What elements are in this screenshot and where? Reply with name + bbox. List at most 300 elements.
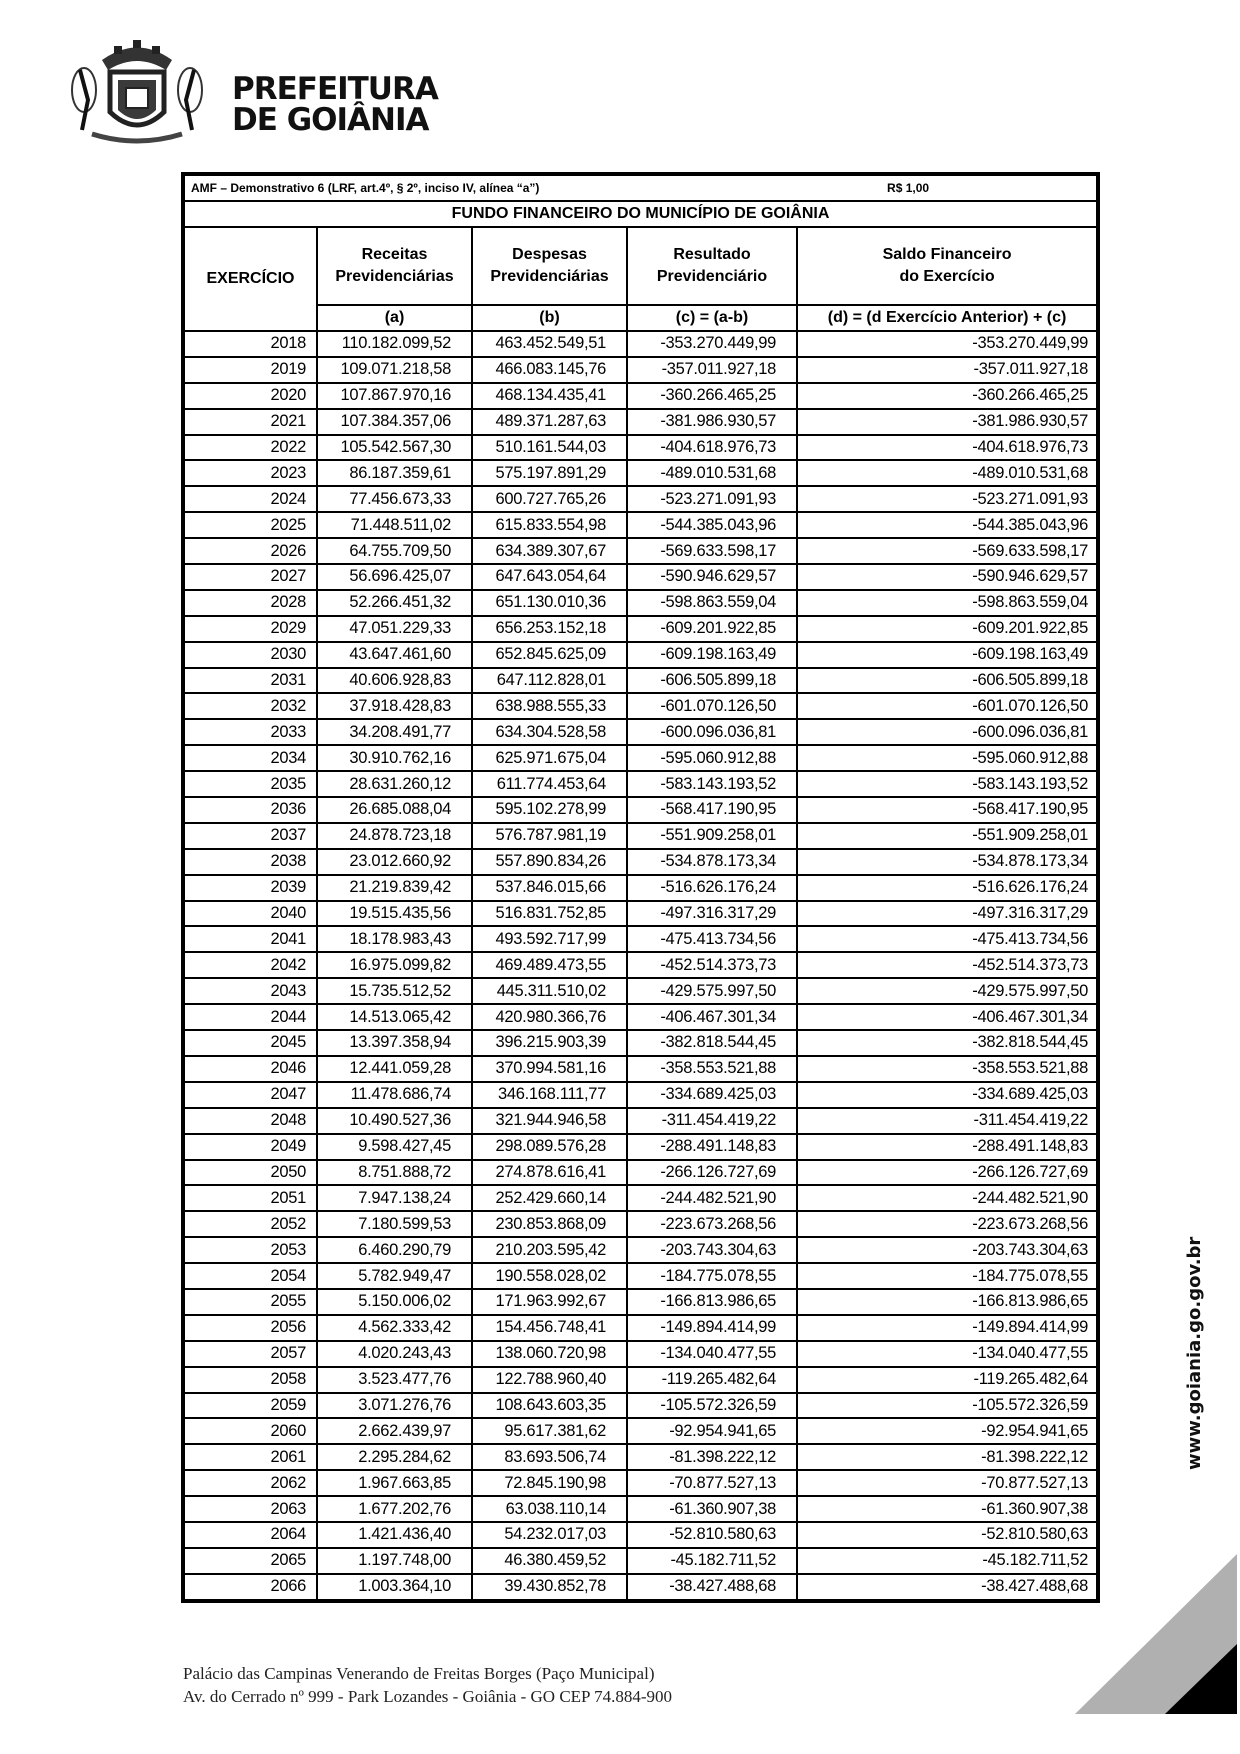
cell-resultado: -70.877.527,13 (627, 1470, 797, 1496)
cell-resultado: -406.467.301,34 (627, 1004, 797, 1030)
cell-receitas: 7.180.599,53 (317, 1211, 472, 1237)
cell-exercicio: 2034 (184, 745, 317, 771)
cell-exercicio: 2049 (184, 1134, 317, 1160)
table-row (184, 978, 1097, 1004)
cell-exercicio: 2048 (184, 1108, 317, 1134)
cell-despesas: 652.845.625,09 (472, 642, 627, 668)
cell-exercicio: 2039 (184, 875, 317, 901)
cell-resultado: -544.385.043,96 (627, 512, 797, 538)
table-row (184, 383, 1097, 409)
cell-exercicio: 2029 (184, 616, 317, 642)
cell-despesas: 634.389.307,67 (472, 538, 627, 564)
cell-exercicio: 2058 (184, 1367, 317, 1393)
cell-receitas: 13.397.358,94 (317, 1030, 472, 1056)
cell-exercicio: 2018 (184, 331, 317, 357)
table-row (184, 486, 1097, 512)
cell-receitas: 30.910.762,16 (317, 745, 472, 771)
cell-exercicio: 2026 (184, 538, 317, 564)
col-header-receitas (317, 227, 472, 305)
table-row (184, 1548, 1097, 1574)
cell-despesas: 54.232.017,03 (472, 1522, 627, 1548)
formula-c: (c) = (a-b) (627, 305, 797, 331)
cell-resultado: -358.553.521,88 (627, 1056, 797, 1082)
cell-despesas: 230.853.868,09 (472, 1211, 627, 1237)
cell-receitas: 11.478.686,74 (317, 1082, 472, 1108)
cell-resultado: -429.575.997,50 (627, 978, 797, 1004)
cell-saldo: -244.482.521,90 (797, 1185, 1097, 1211)
cell-exercicio: 2065 (184, 1548, 317, 1574)
cell-receitas: 21.219.839,42 (317, 875, 472, 901)
cell-saldo: -569.633.598,17 (797, 538, 1097, 564)
table-row (184, 797, 1097, 823)
cell-exercicio: 2036 (184, 797, 317, 823)
cell-resultado: -166.813.986,65 (627, 1289, 797, 1315)
cell-receitas: 52.266.451,32 (317, 590, 472, 616)
cell-resultado: -489.010.531,68 (627, 460, 797, 486)
cell-despesas: 274.878.616,41 (472, 1160, 627, 1186)
cell-resultado: -223.673.268,56 (627, 1211, 797, 1237)
cell-saldo: -334.689.425,03 (797, 1082, 1097, 1108)
col-header-despesas (472, 227, 627, 305)
cell-receitas: 28.631.260,12 (317, 771, 472, 797)
cell-despesas: 72.845.190,98 (472, 1470, 627, 1496)
cell-despesas: 463.452.549,51 (472, 331, 627, 357)
cell-saldo: -70.877.527,13 (797, 1470, 1097, 1496)
table-row (184, 926, 1097, 952)
table-row (184, 435, 1097, 461)
cell-receitas: 47.051.229,33 (317, 616, 472, 642)
cell-receitas: 37.918.428,83 (317, 693, 472, 719)
cell-saldo: -360.266.465,25 (797, 383, 1097, 409)
cell-saldo: -600.096.036,81 (797, 719, 1097, 745)
cell-despesas: 370.994.581,16 (472, 1056, 627, 1082)
cell-resultado: -475.413.734,56 (627, 926, 797, 952)
cell-saldo: -81.398.222,12 (797, 1444, 1097, 1470)
cell-resultado: -266.126.727,69 (627, 1160, 797, 1186)
table-row (184, 849, 1097, 875)
brand-name (232, 71, 438, 138)
cell-saldo: -489.010.531,68 (797, 460, 1097, 486)
cell-receitas: 40.606.928,83 (317, 668, 472, 694)
cell-despesas: 576.787.981,19 (472, 823, 627, 849)
cell-receitas: 14.513.065,42 (317, 1004, 472, 1030)
brand-line-1: PREFEITURA (232, 71, 438, 107)
cell-despesas: 493.592.717,99 (472, 926, 627, 952)
cell-exercicio: 2019 (184, 357, 317, 383)
cell-exercicio: 2025 (184, 512, 317, 538)
cell-resultado: -568.417.190,95 (627, 797, 797, 823)
table-row (184, 668, 1097, 694)
cell-despesas: 95.617.381,62 (472, 1418, 627, 1444)
table-row (184, 409, 1097, 435)
table-row (184, 771, 1097, 797)
cell-despesas: 466.083.145,76 (472, 357, 627, 383)
cell-resultado: -357.011.927,18 (627, 357, 797, 383)
cell-saldo: -134.040.477,55 (797, 1341, 1097, 1367)
table-row (184, 1418, 1097, 1444)
cell-saldo: -311.454.419,22 (797, 1108, 1097, 1134)
table-row (184, 1496, 1097, 1522)
table-row (184, 719, 1097, 745)
cell-saldo: -544.385.043,96 (797, 512, 1097, 538)
fundo-financeiro-table (181, 172, 1100, 1603)
cell-despesas: 600.727.765,26 (472, 486, 627, 512)
cell-exercicio: 2023 (184, 460, 317, 486)
cell-resultado: -92.954.941,65 (627, 1418, 797, 1444)
cell-receitas: 24.878.723,18 (317, 823, 472, 849)
cell-exercicio: 2064 (184, 1522, 317, 1548)
col-header-line: Resultado (673, 246, 751, 263)
table-row (184, 538, 1097, 564)
table-row (184, 1393, 1097, 1419)
website-url: www.goiania.go.gov.br (1184, 1236, 1205, 1470)
cell-resultado: -551.909.258,01 (627, 823, 797, 849)
cell-exercicio: 2053 (184, 1237, 317, 1263)
cell-despesas: 445.311.510,02 (472, 978, 627, 1004)
table-row (184, 1185, 1097, 1211)
cell-receitas: 105.542.567,30 (317, 435, 472, 461)
cell-despesas: 252.429.660,14 (472, 1185, 627, 1211)
cell-despesas: 46.380.459,52 (472, 1548, 627, 1574)
cell-resultado: -516.626.176,24 (627, 875, 797, 901)
cell-despesas: 510.161.544,03 (472, 435, 627, 461)
cell-resultado: -105.572.326,59 (627, 1393, 797, 1419)
cell-saldo: -203.743.304,63 (797, 1237, 1097, 1263)
cell-despesas: 346.168.111,77 (472, 1082, 627, 1108)
cell-receitas: 23.012.660,92 (317, 849, 472, 875)
cell-despesas: 468.134.435,41 (472, 383, 627, 409)
cell-exercicio: 2057 (184, 1341, 317, 1367)
table-row (184, 952, 1097, 978)
cell-resultado: -452.514.373,73 (627, 952, 797, 978)
table-row (184, 1263, 1097, 1289)
table-row (184, 1574, 1097, 1600)
cell-exercicio: 2059 (184, 1393, 317, 1419)
cell-resultado: -569.633.598,17 (627, 538, 797, 564)
cell-receitas: 19.515.435,56 (317, 901, 472, 927)
cell-saldo: -266.126.727,69 (797, 1160, 1097, 1186)
col-header-line: Previdenciárias (490, 268, 609, 285)
cell-resultado: -534.878.173,34 (627, 849, 797, 875)
table-row (184, 875, 1097, 901)
cell-resultado: -598.863.559,04 (627, 590, 797, 616)
cell-despesas: 63.038.110,14 (472, 1496, 627, 1522)
cell-despesas: 39.430.852,78 (472, 1574, 627, 1600)
cell-saldo: -223.673.268,56 (797, 1211, 1097, 1237)
cell-saldo: -534.878.173,34 (797, 849, 1097, 875)
formula-b: (b) (472, 305, 627, 331)
cell-despesas: 489.371.287,63 (472, 409, 627, 435)
col-header-line: Saldo Financeiro (882, 246, 1012, 263)
table-row (184, 616, 1097, 642)
cell-exercicio: 2063 (184, 1496, 317, 1522)
cell-saldo: -381.986.930,57 (797, 409, 1097, 435)
table-row (184, 642, 1097, 668)
cell-receitas: 2.295.284,62 (317, 1444, 472, 1470)
cell-despesas: 557.890.834,26 (472, 849, 627, 875)
cell-exercicio: 2062 (184, 1470, 317, 1496)
cell-saldo: -609.201.922,85 (797, 616, 1097, 642)
cell-saldo: -353.270.449,99 (797, 331, 1097, 357)
cell-despesas: 611.774.453,64 (472, 771, 627, 797)
cell-receitas: 1.197.748,00 (317, 1548, 472, 1574)
cell-despesas: 154.456.748,41 (472, 1315, 627, 1341)
table-row (184, 1030, 1097, 1056)
cell-saldo: -382.818.544,45 (797, 1030, 1097, 1056)
cell-resultado: -609.201.922,85 (627, 616, 797, 642)
cell-exercicio: 2030 (184, 642, 317, 668)
cell-exercicio: 2031 (184, 668, 317, 694)
cell-exercicio: 2043 (184, 978, 317, 1004)
cell-saldo: -601.070.126,50 (797, 693, 1097, 719)
cell-exercicio: 2037 (184, 823, 317, 849)
cell-receitas: 12.441.059,28 (317, 1056, 472, 1082)
table-row (184, 745, 1097, 771)
cell-despesas: 537.846.015,66 (472, 875, 627, 901)
col-header-saldo (797, 227, 1097, 305)
table-row (184, 823, 1097, 849)
cell-resultado: -81.398.222,12 (627, 1444, 797, 1470)
cell-receitas: 26.685.088,04 (317, 797, 472, 823)
cell-resultado: -523.271.091,93 (627, 486, 797, 512)
cell-receitas: 5.782.949,47 (317, 1263, 472, 1289)
cell-resultado: -595.060.912,88 (627, 745, 797, 771)
table-row (184, 460, 1097, 486)
cell-exercicio: 2054 (184, 1263, 317, 1289)
cell-resultado: -606.505.899,18 (627, 668, 797, 694)
cell-exercicio: 2022 (184, 435, 317, 461)
cell-resultado: -61.360.907,38 (627, 1496, 797, 1522)
cell-saldo: -595.060.912,88 (797, 745, 1097, 771)
table-row (184, 1341, 1097, 1367)
table-row (184, 331, 1097, 357)
cell-receitas: 15.735.512,52 (317, 978, 472, 1004)
cell-saldo: -452.514.373,73 (797, 952, 1097, 978)
cell-resultado: -609.198.163,49 (627, 642, 797, 668)
cell-receitas: 1.421.436,40 (317, 1522, 472, 1548)
cell-saldo: -166.813.986,65 (797, 1289, 1097, 1315)
cell-receitas: 7.947.138,24 (317, 1185, 472, 1211)
cell-receitas: 109.071.218,58 (317, 357, 472, 383)
cell-exercicio: 2028 (184, 590, 317, 616)
formula-d: (d) = (d Exercício Anterior) + (c) (797, 305, 1097, 331)
cell-resultado: -583.143.193,52 (627, 771, 797, 797)
cell-saldo: -92.954.941,65 (797, 1418, 1097, 1444)
cell-saldo: -119.265.482,64 (797, 1367, 1097, 1393)
cell-receitas: 1.677.202,76 (317, 1496, 472, 1522)
cell-despesas: 575.197.891,29 (472, 460, 627, 486)
cell-saldo: -52.810.580,63 (797, 1522, 1097, 1548)
cell-exercicio: 2066 (184, 1574, 317, 1600)
cell-resultado: -497.316.317,29 (627, 901, 797, 927)
table-row (184, 1289, 1097, 1315)
table-row (184, 564, 1097, 590)
table-row (184, 693, 1097, 719)
cell-receitas: 16.975.099,82 (317, 952, 472, 978)
table-row (184, 1160, 1097, 1186)
table-row (184, 901, 1097, 927)
footer-address (183, 1662, 672, 1708)
cell-saldo: -568.417.190,95 (797, 797, 1097, 823)
cell-despesas: 298.089.576,28 (472, 1134, 627, 1160)
cell-receitas: 107.384.357,06 (317, 409, 472, 435)
cell-resultado: -184.775.078,55 (627, 1263, 797, 1289)
cell-resultado: -601.070.126,50 (627, 693, 797, 719)
cell-receitas: 86.187.359,61 (317, 460, 472, 486)
cell-receitas: 18.178.983,43 (317, 926, 472, 952)
cell-resultado: -203.743.304,63 (627, 1237, 797, 1263)
formula-a: (a) (317, 305, 472, 331)
table-row (184, 357, 1097, 383)
cell-receitas: 5.150.006,02 (317, 1289, 472, 1315)
cell-saldo: -357.011.927,18 (797, 357, 1097, 383)
cell-despesas: 469.489.473,55 (472, 952, 627, 978)
cell-saldo: -38.427.488,68 (797, 1574, 1097, 1600)
cell-saldo: -429.575.997,50 (797, 978, 1097, 1004)
table-row (184, 1444, 1097, 1470)
col-header-line: do Exercício (899, 268, 995, 285)
cell-resultado: -360.266.465,25 (627, 383, 797, 409)
coat-of-arms-icon (62, 30, 212, 150)
cell-exercicio: 2042 (184, 952, 317, 978)
corner-decoration-icon (1075, 1554, 1240, 1716)
cell-despesas: 108.643.603,35 (472, 1393, 627, 1419)
cell-despesas: 122.788.960,40 (472, 1367, 627, 1393)
cell-despesas: 625.971.675,04 (472, 745, 627, 771)
table-row (184, 1315, 1097, 1341)
cell-exercicio: 2032 (184, 693, 317, 719)
table-row (184, 1134, 1097, 1160)
col-header-exercicio: EXERCÍCIO (184, 227, 317, 331)
footer-line-2: Av. do Cerrado nº 999 - Park Lozandes - Goiânia - GO CEP 74.884-900 (183, 1687, 673, 1706)
cell-receitas: 3.071.276,76 (317, 1393, 472, 1419)
table-row (184, 1237, 1097, 1263)
cell-exercicio: 2060 (184, 1418, 317, 1444)
table-row (184, 590, 1097, 616)
cell-exercicio: 2027 (184, 564, 317, 590)
cell-exercicio: 2045 (184, 1030, 317, 1056)
table-row (184, 1522, 1097, 1548)
cell-despesas: 656.253.152,18 (472, 616, 627, 642)
cell-resultado: -244.482.521,90 (627, 1185, 797, 1211)
cell-exercicio: 2047 (184, 1082, 317, 1108)
cell-receitas: 4.562.333,42 (317, 1315, 472, 1341)
table-row (184, 1211, 1097, 1237)
cell-resultado: -149.894.414,99 (627, 1315, 797, 1341)
cell-resultado: -134.040.477,55 (627, 1341, 797, 1367)
cell-saldo: -516.626.176,24 (797, 875, 1097, 901)
cell-resultado: -311.454.419,22 (627, 1108, 797, 1134)
cell-saldo: -358.553.521,88 (797, 1056, 1097, 1082)
cell-receitas: 110.182.099,52 (317, 331, 472, 357)
cell-saldo: -475.413.734,56 (797, 926, 1097, 952)
cell-despesas: 516.831.752,85 (472, 901, 627, 927)
cell-saldo: -590.946.629,57 (797, 564, 1097, 590)
cell-exercicio: 2051 (184, 1185, 317, 1211)
cell-saldo: -45.182.711,52 (797, 1548, 1097, 1574)
cell-saldo: -406.467.301,34 (797, 1004, 1097, 1030)
cell-receitas: 6.460.290,79 (317, 1237, 472, 1263)
cell-receitas: 77.456.673,33 (317, 486, 472, 512)
cell-resultado: -288.491.148,83 (627, 1134, 797, 1160)
cell-saldo: -497.316.317,29 (797, 901, 1097, 927)
cell-despesas: 595.102.278,99 (472, 797, 627, 823)
cell-despesas: 321.944.946,58 (472, 1108, 627, 1134)
cell-exercicio: 2044 (184, 1004, 317, 1030)
cell-despesas: 83.693.506,74 (472, 1444, 627, 1470)
cell-receitas: 9.598.427,45 (317, 1134, 472, 1160)
cell-receitas: 1.967.663,85 (317, 1470, 472, 1496)
col-header-line: Previdenciário (656, 268, 768, 285)
cell-despesas: 651.130.010,36 (472, 590, 627, 616)
cell-saldo: -523.271.091,93 (797, 486, 1097, 512)
cell-receitas: 10.490.527,36 (317, 1108, 472, 1134)
table-subtitle: AMF – Demonstrativo 6 (LRF, art.4º, § 2º, inciso IV, alínea “a”) (184, 175, 797, 201)
cell-saldo: -606.505.899,18 (797, 668, 1097, 694)
cell-despesas: 647.112.828,01 (472, 668, 627, 694)
cell-receitas: 71.448.511,02 (317, 512, 472, 538)
table-title: FUNDO FINANCEIRO DO MUNICÍPIO DE GOIÂNIA (184, 201, 1097, 227)
currency-unit: R$ 1,00 (797, 175, 1097, 201)
cell-exercicio: 2052 (184, 1211, 317, 1237)
cell-exercicio: 2050 (184, 1160, 317, 1186)
cell-despesas: 171.963.992,67 (472, 1289, 627, 1315)
cell-exercicio: 2061 (184, 1444, 317, 1470)
cell-saldo: -598.863.559,04 (797, 590, 1097, 616)
cell-resultado: -404.618.976,73 (627, 435, 797, 461)
cell-saldo: -184.775.078,55 (797, 1263, 1097, 1289)
cell-exercicio: 2056 (184, 1315, 317, 1341)
cell-saldo: -609.198.163,49 (797, 642, 1097, 668)
cell-exercicio: 2024 (184, 486, 317, 512)
cell-exercicio: 2033 (184, 719, 317, 745)
cell-receitas: 107.867.970,16 (317, 383, 472, 409)
cell-saldo: -105.572.326,59 (797, 1393, 1097, 1419)
cell-saldo: -583.143.193,52 (797, 771, 1097, 797)
cell-despesas: 615.833.554,98 (472, 512, 627, 538)
col-header-line: Receitas (361, 246, 428, 263)
footer-line-1: Palácio das Campinas Venerando de Freitas Borges (Paço Municipal) (183, 1664, 655, 1683)
cell-despesas: 138.060.720,98 (472, 1341, 627, 1367)
cell-receitas: 4.020.243,43 (317, 1341, 472, 1367)
cell-despesas: 396.215.903,39 (472, 1030, 627, 1056)
cell-receitas: 2.662.439,97 (317, 1418, 472, 1444)
cell-despesas: 647.643.054,64 (472, 564, 627, 590)
cell-saldo: -288.491.148,83 (797, 1134, 1097, 1160)
cell-resultado: -45.182.711,52 (627, 1548, 797, 1574)
cell-exercicio: 2055 (184, 1289, 317, 1315)
cell-despesas: 210.203.595,42 (472, 1237, 627, 1263)
cell-exercicio: 2038 (184, 849, 317, 875)
table-row (184, 1367, 1097, 1393)
cell-receitas: 64.755.709,50 (317, 538, 472, 564)
table-row (184, 1108, 1097, 1134)
cell-despesas: 420.980.366,76 (472, 1004, 627, 1030)
cell-receitas: 1.003.364,10 (317, 1574, 472, 1600)
cell-exercicio: 2041 (184, 926, 317, 952)
cell-receitas: 8.751.888,72 (317, 1160, 472, 1186)
table-row (184, 1470, 1097, 1496)
cell-saldo: -61.360.907,38 (797, 1496, 1097, 1522)
cell-despesas: 190.558.028,02 (472, 1263, 627, 1289)
cell-exercicio: 2020 (184, 383, 317, 409)
cell-saldo: -149.894.414,99 (797, 1315, 1097, 1341)
col-header-line: Previdenciárias (335, 268, 454, 285)
cell-receitas: 56.696.425,07 (317, 564, 472, 590)
table-row (184, 1056, 1097, 1082)
cell-saldo: -404.618.976,73 (797, 435, 1097, 461)
cell-exercicio: 2040 (184, 901, 317, 927)
